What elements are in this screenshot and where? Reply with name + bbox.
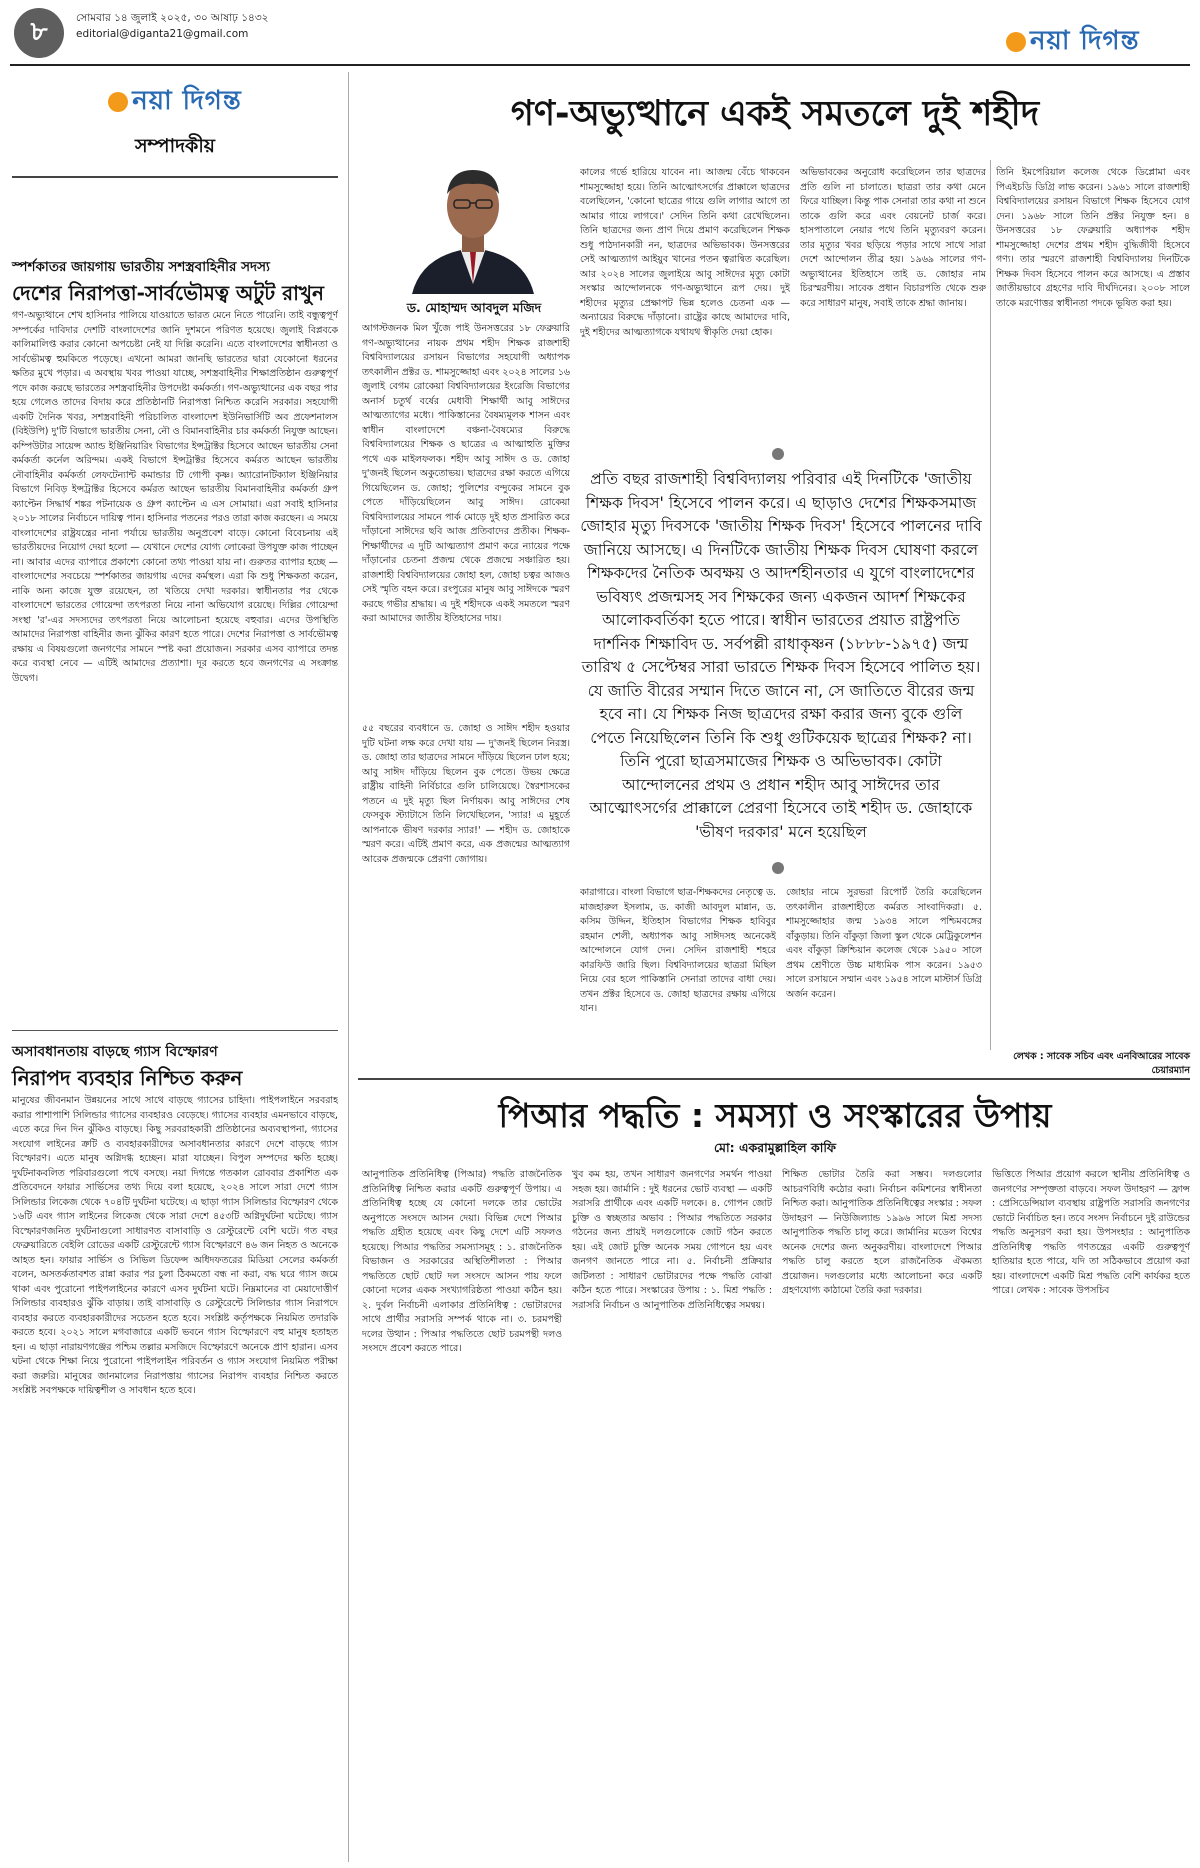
- article-1-col1: আগস্টজনক মিল খুঁজে পাই উনসত্তরের ১৮ ফেব্রুয়ারি গণ-অভ্যুত্থানের নায়ক প্রথম শহীদ শিক্ষক রাজশাহী বিশ্ববিদ্যালয়ের রসায়ন বিভাগের সহযোগী অধ্যাপক তৎকালীন প্রক্টর ড. শামসুজ্জোহা এবং ২০২৪ সালের ১৬ জুলাই বেগম রোকেয়া বিশ্ববিদ্যালয়ের ইংরেজি বিভাগের অনার্স চতুর্থ বর্ষের মেধাবী শিক্ষার্থী আবু সাঈদের আত্মত্যাগের মধ্যে। পাকিস্তানের বৈষম্যমূলক শাসন এবং স্বাধীন বাংলাদেশে বঞ্চনা-বৈষম্যের বিরুদ্ধে বিশ্ববিদ্যালয়ের শিক্ষক ও ছাত্রের এ আত্মাহুতি মুক্তির পথে এক মাইলফলক। শহীদ আবু সাঈদ ও ড. জোহা দু'জনই ছিলেন অকুতোভয়। ছাত্রদের রক্ষা করতে এগিয়ে গিয়েছিলেন ড. জোহা; পুলিশের বন্দুকের সামনে বুক পেতে দাঁড়িয়েছিলেন আবু সাঈদ। রোকেয়া বিশ্ববিদ্যালয়ের সামনে পার্ক মোড়ে দুই হাত প্রসারিত করে দাঁড়ানো সাঈদের ছবি আজ প্রতিবাদের প্রতীক। শিক্ষক-শিক্ষার্থীদের এ দুটি আত্মত্যাগ প্রমাণ করে ন্যায়ের পক্ষে দাঁড়ানোর চেতনা প্রজন্ম থেকে প্রজন্মে সঞ্চারিত হয়। রাজশাহী বিশ্ববিদ্যালয়ের জোহা হল, জোহা চত্বর আজও সেই স্মৃতি বহন করে। রংপুরের মানুষ আবু সাঈদকে স্মরণ করছে গভীর শ্রদ্ধায়। এ দুই শহীদকে একই সমতলে স্মরণ করা আমাদের জাতীয় ইতিহাসের দায়।: [362, 323, 570, 624]
- author-photo: [402, 144, 544, 294]
- editorial-1-headline: দেশের নিরাপত্তা-সার্বভৌমত্ব অটুট রাখুন: [12, 281, 324, 305]
- masthead-rule: [10, 64, 1190, 66]
- article-1-lower-col1: ৫৫ বছরের ব্যবধানে ড. জোহা ও সাঈদ শহীদ হওয়ার দুটি ঘটনা লক্ষ করে দেখা যায় — দু'জনই ছিলেন নিরস্ত্র। ড. জোহা তার ছাত্রদের সামনে দাঁড়িয়ে ছিলেন ঢাল হয়ে; আবু সাঈদ দাঁড়িয়ে ছিলেন বুক পেতে। উভয় ক্ষেত্রে রাষ্ট্রীয় বাহিনী নির্বিচারে গুলি চালিয়েছে। স্বৈরশাসকের পতনে এ দুই মৃত্যু ছিল নির্ণায়ক। আবু সাঈদের শেষ ফেসবুক স্ট্যাটাসে তিনি লিখেছিলেন, 'স্যার! এ মুহূর্তে আপনাকে ভীষণ দরকার স্যার!' — শহীদ ড. জোহাকে স্মরণ করে। এটিই প্রমাণ করে, এক প্রজন্মের আত্মত্যাগ আরেক প্রজন্মকে প্রেরণা জোগায়।: [362, 723, 570, 865]
- article-2-col3: শিক্ষিত ভোটার তৈরি করা সম্ভব। দলগুলোর আচরণবিধি কঠোর করা। নির্বাচন কমিশনের স্বাধীনতা নিশ্চিত করা। আনুপাতিক প্রতিনিধিত্বের সংস্কার : সফল উদাহরণ — নিউজিল্যান্ড ১৯৯৬ সালে মিশ্র সদস্য আনুপাতিক পদ্ধতি চালু করে। জার্মানির মডেল বিশ্বের অনেক দেশের জন্য অনুকরণীয়। বাংলাদেশে পিআর পদ্ধতি চালু করতে হলে রাজনৈতিক ঐকমত্য প্রয়োজন। দলগুলোর মধ্যে আলোচনা করে একটি গ্রহণযোগ্য কাঠামো তৈরি করা দরকার।: [782, 1169, 982, 1296]
- section-logo: নয়া দিগন্ত: [12, 80, 338, 124]
- article-1-col4: তিনি ইমপেরিয়াল কলেজ থেকে ডিপ্লোমা এবং পিএইচডি ডিগ্রি লাভ করেন। ১৯৬১ সালে রাজশাহী বিশ্ববিদ্যালয়ের রসায়ন বিভাগে শিক্ষক হিসেবে যোগ দেন। ১৯৬৮ সালে তিনি প্রক্টর নিযুক্ত হন। ৪ উনসত্তরের ১৮ ফেব্রুয়ারি অধ্যাপক শহীদ শামসুজ্জোহা দেশের প্রথম শহীদ বুদ্ধিজীবী হিসেবে গণ্য। তার স্মরণে রাজশাহী বিশ্ববিদ্যালয় দিনটিকে শিক্ষক দিবস হিসেবে পালন করে আসছে। এ প্রস্তাব জাতীয়ভাবে গ্রহণের দাবি দীর্ঘদিনের। ২০০৮ সালে তাকে মরণোত্তর স্বাধীনতা পদকে ভূষিত করা হয়।: [996, 167, 1190, 309]
- article-1-lower-col3: জোহার নামে সুরভরা রিপোর্ট তৈরি করেছিলেন তৎকালীন রাজশাহীতে কর্মরত সাংবাদিকরা। ৫. শামসুজ্জোহার জন্ম ১৯৩৪ সালে পশ্চিমবঙ্গের বাঁকুড়ায়। তিনি বাঁকুড়া জিলা স্কুল থেকে মেট্রিকুলেশন এবং বাঁকুড়া ক্রিশ্চিয়ান কলেজ থেকে ১৯৫০ সালে প্রথম শ্রেণীতে উচ্চ মাধ্যমিক পাস করেন। ১৯৫৩ সালে রসায়নে সম্মান এবং ১৯৫৪ সালে মাস্টার্স ডিগ্রি অর্জন করেন।: [786, 887, 982, 1000]
- pull-quote-dot-top: [772, 448, 784, 460]
- logo-sun-icon: [1006, 32, 1026, 52]
- editorial-rule: [12, 176, 338, 178]
- column-divider: [348, 72, 349, 1862]
- author-portrait-icon: [402, 144, 544, 294]
- editorial-email[interactable]: editorial@diganta21@gmail.com: [76, 28, 249, 40]
- page-number: ৮: [14, 8, 64, 58]
- editorial-divider: [12, 1030, 338, 1031]
- issue-meta: [76, 10, 268, 42]
- pull-quote: প্রতি বছর রাজশাহী বিশ্ববিদ্যালয় পরিবার এই দিনটিকে 'জাতীয় শিক্ষক দিবস' হিসেবে পালন করে। এ ছাড়াও দেশের শিক্ষকসমাজ জোহার মৃত্যু দিবসকে 'জাতীয় শিক্ষক দিবস' হিসেবে পালনের দাবি জানিয়ে আসছে। এ দিনটিকে জাতীয় শিক্ষক দিবস ঘোষণা করলে শিক্ষকদের নৈতিক অবক্ষয় ও আদর্শহীনতার এ যুগে বাংলাদেশের ভবিষ্যৎ প্রজন্মসহ সব শিক্ষকের জন্য একজন আদর্শ শিক্ষকের আলোকবর্তিকা হতে পারে। স্বাধীন ভারতের প্রয়াত রাষ্ট্রপতি দার্শনিক শিক্ষাবিদ ড. সর্বপল্লী রাধাকৃষ্ণন (১৮৮৮-১৯৭৫) জন্ম তারিখ ৫ সেপ্টেম্বর সারা ভারতে শিক্ষক দিবস হিসেবে পালিত হয়। যে জাতি বীরের সম্মান দিতে জানে না, সে জাতিতে বীরের জন্ম হবে না। যে শিক্ষক নিজ ছাত্রদের রক্ষা করার জন্য বুকে গুলি পেতে নিয়েছিলেন তিনি কি শুধু গুটিকয়েক ছাত্রের শিক্ষক? না। তিনি পুরো ছাত্রসমাজের শিক্ষক ও অভিভাবক। কোটা আন্দোলনের প্রথম ও প্রধান শহীদ আবু সাঈদের তার আত্মোৎসর্গের প্রাক্কালে প্রেরণা হিসেবে তাই শহীদ ড. জোহাকে 'ভীষণ দরকার' মনে হয়েছিল: [580, 470, 982, 841]
- article-1-col3: অভিভাবকের অনুরোধ করেছিলেন তার ছাত্রদের প্রতি গুলি না চালাতে। ছাত্ররা তার কথা মেনে ফিরে যাচ্ছিল। কিন্তু পাক সেনারা তার কথা না শুনে তাকে গুলি করে এবং বেয়নেট চার্জ করে। হাসপাতালে নেয়ার পথে তিনি মৃত্যুবরণ করেন। তার মৃত্যুর খবর ছড়িয়ে পড়ার সাথে সাথে সারা দেশে আন্দোলন তীব্র হয়। ১৯৬৯ সালের গণ-অভ্যুত্থানের ইতিহাসে তাই ড. জোহার নাম চিরস্মরণীয়। সাবেক প্রধান বিচারপতি থেকে শুরু করে সাধারণ মানুষ, সবাই তাকে শ্রদ্ধা জানায়।: [800, 167, 986, 309]
- article-1-headline: গণ-অভ্যুত্থানে একই সমতলে দুই শহীদ: [510, 94, 1040, 134]
- editorial-1: [12, 256, 338, 1047]
- editorial-2-headline: নিরাপদ ব্যবহার নিশ্চিত করুন: [12, 1066, 243, 1090]
- article-divider: [358, 1078, 1190, 1080]
- editorial-2: [12, 1040, 338, 1852]
- article-1-lower-col2: কারাগারে। বাংলা বিভাগে ছাত্র-শিক্ষকদের নেতৃত্বে ড. মাজহারুল ইসলাম, ড. কাজী আবদুল মান্নান, ড. কসিম উদ্দিন, ইতিহাস বিভাগের শিক্ষক হাবিবুর রহমান শেলী, অধ্যাপক আবু সাঈদসহ অনেকেই আন্দোলনে যোগ দেন। সেদিন রাজশাহী শহরে কারফিউ জারি ছিল। বিশ্ববিদ্যালয়ের ছাত্ররা মিছিল নিয়ে বের হলে পাকিস্তানি সেনারা তাদের বাধা দেয়। তখন প্রক্টর হিসেবে ড. জোহা ছাত্রদের রক্ষায় এগিয়ে যান।: [580, 887, 776, 1014]
- editorial-2-body: মানুষের জীবনমান উন্নয়নের সাথে সাথে বাড়ছে গ্যাসের চাহিদা। পাইপলাইনে সরবরাহ করার পাশাপাশি সিলিন্ডার গ্যাসের ব্যবহারও বেড়েছে। গ্যাসের ব্যবহার এমনভাবে বাড়ছে, এতে করে দিন দিন ঝুঁকিও বাড়ছে। কিছু সরবরাহকারী প্রতিষ্ঠানের অব্যবস্থাপনা, গ্যাসের সংযোগ লাইনের ক্রটি ও ব্যবহারকারীদের অসাবধানতার কারণে দেশে বাড়ছে গ্যাস বিস্ফোরণ। এতে মানুষ অগ্নিদগ্ধ হচ্ছেন। মারা যাচ্ছেন। বিপুল সম্পদের ক্ষতি হচ্ছে। দুর্ঘটনাকবলিত পরিবারগুলো পথে বসছে। নয়া দিগন্তে গতকাল রোববার প্রকাশিত এক প্রতিবেদনে ফায়ার সার্ভিসের তথ্য দিয়ে বলা হয়েছে, ২০২৪ সালে সারা দেশে গ্যাস সিলিন্ডার লিকেজ থেকে ৭০৪টি দুর্ঘটনা ঘটেছে। এ ছাড়া গ্যাস সিলিন্ডার বিস্ফোরণ থেকে ১৬টি এবং গ্যাস লাইনের লিকেজ থেকে সারা দেশে ৪৫৩টি অগ্নিদুর্ঘটনা ঘটেছে। গ্যাস বিস্ফোরণজনিত দুর্ঘটনাগুলো সাধারণত বাসাবাড়ি ও রেস্টুরেন্টে বেশি ঘটে। গত বছর ফেব্রুয়ারিতে বেইলি রোডের একটি রেস্টুরেন্টে গ্যাস বিস্ফোরণে ৪৬ জন নিহত ও অনেকে আহত হন। ফায়ার সার্ভিস ও সিভিল ডিফেন্স অধিদফতরের মিডিয়া সেলের কর্মকর্তা বলেন, অসতর্কতাবশত রান্না করার পর চুলা ঠিকমতো বন্ধ না করা, বদ্ধ ঘরে গ্যাস জমে থাকা এবং পুরোনো পাইপলাইনের কারণে এসব দুর্ঘটনা ঘটে। নিম্নমানের বা মেয়াদোত্তীর্ণ সিলিন্ডার ব্যবহারও ঝুঁকি বাড়ায়। তাই বাসাবাড়ি ও রেস্টুরেন্টে সিলিন্ডার গ্যাস নিরাপদে ব্যবহার করতে ব্যবহারকারীদের সচেতন হতে হবে। সংশ্লিষ্ট কর্তৃপক্ষকে নিয়মিত তদারকি করতে হবে। ২০২১ সালে মগবাজারে একটি ভবনে গ্যাস বিস্ফোরণে বহু মানুষ হতাহত হন। এ ছাড়া নারায়ণগঞ্জের পশ্চিম তল্লার মসজিদে বিস্ফোরণে অনেকে প্রাণ হারান। এসব ঘটনা থেকে শিক্ষা নিয়ে পুরোনো পাইপলাইন পরিবর্তন ও গ্যাস সংযোগ নিয়মিত পরীক্ষা করা জরুরি। মানুষের জানমালের নিরাপত্তায় গ্যাসের নিরাপদ ব্যবহার নিশ্চিত করতে সংশ্লিষ্ট সবপক্ষকে দায়িত্বশীল ও সাবধান হতে হবে।: [12, 1095, 338, 1396]
- editorial-2-kicker: অসাবধানতায় বাড়ছে গ্যাস বিস্ফোরণ: [12, 1044, 218, 1060]
- article-1-col2: কালের গর্ভে হারিয়ে যাবেন না। আজন্ম বেঁচে থাকবেন শামসুজ্জোহা হয়ে। তিনি আত্মোৎসর্গের প্রাক্কালে ছাত্রদের বলেছিলেন, 'কোনো ছাত্রের গায়ে গুলি লাগার আগে তা আমার গায়ে লাগবে।' সেদিন তিনি কথা রেখেছিলেন। তিনি ছাত্রদের জন্য প্রাণ দিয়ে প্রমাণ করেছিলেন শিক্ষক শুধু পাঠদানকারী নন, ছাত্রদের অভিভাবক। উনসত্তরের সেই আত্মত্যাগ আইয়ুব খানের পতন ত্বরান্বিত করেছিল। আর ২০২৪ সালের জুলাইয়ে আবু সাঈদের মৃত্যু কোটা সংস্কার আন্দোলনকে গণ-অভ্যুত্থানে রূপ দেয়। দুই শহীদের মৃত্যুর প্রেক্ষাপট ভিন্ন হলেও চেতনা এক — অন্যায়ের বিরুদ্ধে দাঁড়ানো। রাষ্ট্রের কাছে আমাদের দাবি, দুই শহীদের আত্মত্যাগকে যথাযথ স্বীকৃতি দেয়া হোক।: [580, 167, 790, 338]
- editorial-1-kicker: স্পর্শকাতর জায়গায় ভারতীয় সশস্ত্রবাহিনীর সদস্য: [12, 259, 270, 275]
- article-2-headline: পিআর পদ্ধতি : সমস্যা ও সংস্কারের উপায়: [498, 1096, 1052, 1135]
- article-1-rule-right: [990, 160, 991, 1050]
- masthead-logo[interactable]: নয়া দিগন্ত: [1006, 20, 1139, 64]
- article-2-author: মো: একরামুল্লাহিল কাফি: [713, 1140, 837, 1155]
- editorial-header: [12, 80, 338, 164]
- pull-quote-dot-bottom: [772, 862, 784, 874]
- section-logo-sun-icon: [108, 92, 128, 112]
- issue-date: সোমবার ১৪ জুলাই ২০২৫, ৩০ আষাঢ় ১৪৩২: [76, 12, 269, 24]
- article-2-col4: ভিত্তিতে পিআর প্রয়োগ করলে স্থানীয় প্রতিনিধিত্ব ও জনগণের সম্পৃক্ততা বাড়বে। সফল উদাহরণ — ফ্রান্স : প্রেসিডেন্সিয়াল ব্যবস্থায় রাষ্ট্রপতি সরাসরি জনগণের ভোটে নির্বাচিত হন। তবে সংসদ নির্বাচনে দুই রাউন্ডের পদ্ধতি অনুসরণ করা হয়। উপসংহার : আনুপাতিক প্রতিনিধিত্ব পদ্ধতি গণতন্ত্রের একটি গুরুত্বপূর্ণ হাতিয়ার হতে পারে, যদি তা সঠিকভাবে প্রয়োগ করা হয়। বাংলাদেশে একটি মিশ্র পদ্ধতি বেশি কার্যকর হতে পারে। লেখক : সাবেক উপসচিব: [992, 1169, 1190, 1296]
- section-label: সম্পাদকীয়: [135, 135, 215, 157]
- article-1-author: ড. মোহাম্মদ আবদুল মজিদ: [406, 300, 542, 315]
- article-1-footer: লেখক : সাবেক সচিব এবং এনবিআরের সাবেক চেয়ারম্যান: [1013, 1051, 1190, 1076]
- article-2-col1: আনুপাতিক প্রতিনিধিত্ব (পিআর) পদ্ধতি রাজনৈতিক প্রতিনিধিত্ব নিশ্চিত করার একটি গুরুত্বপূর্ণ উপায়। এ প্রতিনিধিত্ব হচ্ছে যে কোনো দলকে তার ভোটের অনুপাতে সংসদে আসন দেয়া। বিভিন্ন দেশে পিআর পদ্ধতি গ্রহীত হয়েছে এবং কিছু দেশে এটি সফলও হয়েছে। পিআর পদ্ধতির সমস্যাসমূহ : ১. রাজনৈতিক বিভাজন ও সরকারের অস্থিতিশীলতা : পিআর পদ্ধতিতে ছোট ছোট দল সংসদে আসন পায় ফলে কোনো দলের একক সংখ্যাগরিষ্ঠতা পাওয়া কঠিন হয়। ২. দুর্বল নির্বাচনী এলাকার প্রতিনিধিত্ব : ভোটারদের সাথে প্রার্থীর সরাসরি সম্পর্ক থাকে না। ৩. চরমপন্থী দলের উত্থান : পিআর পদ্ধতিতে ছোট চরমপন্থী দলও সংসদে প্রবেশ করতে পারে।: [362, 1169, 562, 1354]
- article-2-col2: খুব কম হয়, তখন সাধারণ জনগণের সমর্থন পাওয়া সহজ হয়। জার্মানি : দুই ধরনের ভোট ব্যবস্থা — একটি সরাসরি প্রার্থীকে এবং একটি দলকে। ৪. গোপন জোট চুক্তি ও স্বচ্ছতার অভাব : পিআর পদ্ধতিতে সরকার গঠনের জন্য প্রায়ই দলগুলোকে জোট গঠন করতে হয়। এই জোট চুক্তি অনেক সময় গোপনে হয় এবং জনগণ জানতে পারে না। ৫. নির্বাচনী প্রক্রিয়ার জটিলতা : সাধারণ ভোটারদের পক্ষে পদ্ধতি বোঝা কঠিন হতে পারে। সংস্কারের উপায় : ১. মিশ্র পদ্ধতি : সরাসরি নির্বাচন ও আনুপাতিক প্রতিনিধিত্বের সমন্বয়।: [572, 1169, 772, 1311]
- editorial-1-body: গণ-অভ্যুত্থানে শেখ হাসিনার পালিয়ে যাওয়াতে ভারত মেনে নিতে পারেনি। তাই বন্ধুত্বপূর্ণ সম্পর্কের দাবিদার দেশটি বাংলাদেশের জানি দুশমনে পরিণত হয়েছে। জুলাই বিপ্লবকে কালিমালিপ্ত করার কোনো অপচেষ্টা নেই যা দিল্লি করেনি। এতে বাংলাদেশের স্বাধীনতা ও সার্বভৌমত্ব হুমকিতে পড়েছে। এখনো আমরা জানছি ভারতের দ্বারা যেকোনো ধরনের ক্ষতির মুখে পড়ার। এ অবস্থায় খবর পাওয়া যাচ্ছে, সশস্ত্রবাহিনীর শিক্ষাপ্রতিষ্ঠান গুরুত্বপূর্ণ পদে কাজ করছে ভারতের সশস্ত্রবাহিনীর উপদেষ্টা কর্মকর্তা। গণ-অভ্যুত্থানের এক বছর পার হয়ে গেলেও তাদের বিদায় করে প্রতিষ্ঠানটি নিরাপত্তা নিশ্চিত করেনি সরকার। সহযোগী একটি দৈনিক খবর, সশস্ত্রবাহিনী পরিচালিত বাংলাদেশ ইউনিভার্সিটি অব প্রফেশনালস (বিইউপি) দু'টি বিভাগে ভারতীয় সেনা, নৌ ও বিমানবাহিনীর চার কর্মকর্তা নিযুক্ত আছেন। কম্পিউটার সায়েন্স অ্যান্ড ইঞ্জিনিয়ারিং বিভাগের ইন্সট্রাক্টর হিসেবে আছেন ভারতীয় সেনা কর্মকর্তা কর্নেল অরিন্দম। একই বিভাগে ইন্সট্রাক্টর হিসেবে কর্মরত আছেন ভারতীয় নৌবাহিনীর কর্মকর্তা লেফটেন্যান্ট কমান্ডার টি গোপী কৃষ্ণ। অ্যারোনটিক্যাল ইঞ্জিনিয়ার বিভাগে নিবিড় ইন্সট্রাক্টর হিসেবে কর্মরত আছেন ভারতীয় বিমানবাহিনীর কর্মকর্তা গ্রুপ ক্যাপ্টেন সিদ্ধার্থ শঙ্কর পটনায়েক ও গ্রুপ ক্যাপ্টেন এ এস সোমায়া। এরা সবাই হাসিনার ২০১৮ সালের নির্বাচনে দায়িত্ব পান। হাসিনার পতনের পরও তারা কাজ করছেন। এ সময়ে বাংলাদেশের রাষ্ট্রযন্ত্রের নানা পর্যায়ে ভারতীয় অনুপ্রবেশ বাড়ে। কোনো বিবেচনায় এই ভারতীয়দের নিয়োগ দেয়া হলো — যেখানে দেশের যোগ্য লোকেরা উপযুক্ত কাজ পাচ্ছেন না। আবার এদের ব্যাপারে প্রকাশ্যে কোনো তথ্য পাওয়া যায় না। গুরুতর ব্যাপার হচ্ছে — বাংলাদেশের সবচেয়ে স্পর্শকাতর জায়গায় এদের কর্মস্থল। এরা কি শুধু শিক্ষকতা করেন, নাকি অন্য কাজে যুক্ত রয়েছেন, তা খতিয়ে দেখা দরকার। স্বাধীনতার পর থেকে বাংলাদেশে ভারতের গোয়েন্দা তৎপরতা নিয়ে নানা অভিযোগ রয়েছে। দিল্লির গোয়েন্দা সংস্থা 'র'-এর সদস্যদের তৎপরতা নিয়ে আলোচনা হয়েছে বহুবার। এদের উপস্থিতি আমাদের নিরাপত্তা বাহিনীর জন্য ঝুঁকির কারণ হতে পারে। দেশের নিরাপত্তা ও সার্বভৌমত্ব রক্ষায় এ বিষয়গুলো জনগণের সামনে স্পষ্ট করা প্রয়োজন। সরকার এসব ব্যাপারে তদন্ত করে ব্যবস্থা নেবে — এটিই আমাদের প্রত্যাশা। দূর করতে হবে জনগণের এ সংক্রান্ত উদ্বেগ।: [12, 310, 338, 684]
